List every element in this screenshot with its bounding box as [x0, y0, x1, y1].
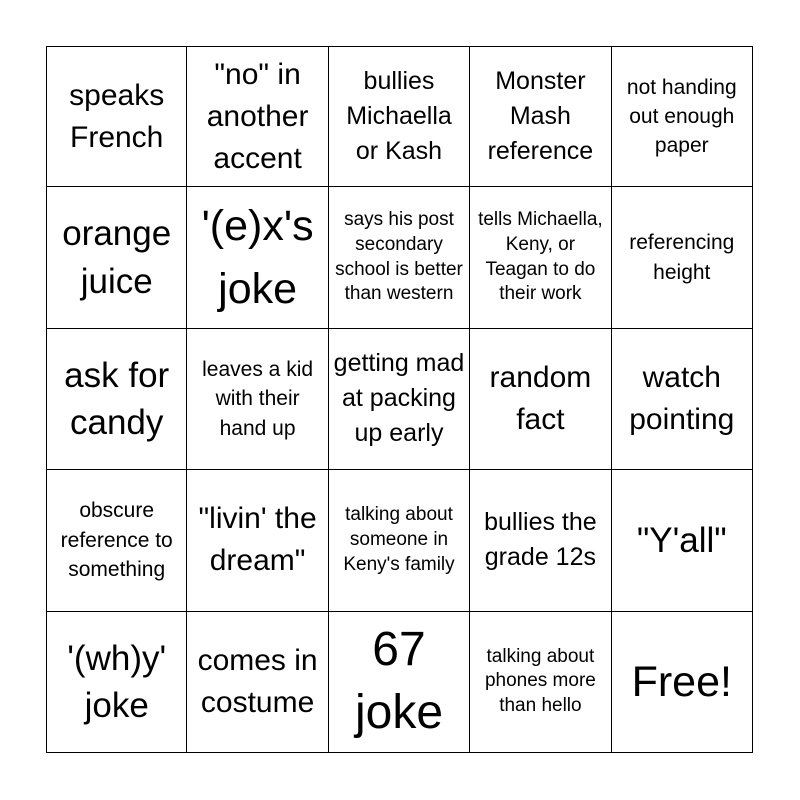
bingo-cell-text: referencing height	[629, 231, 735, 284]
bingo-cell-r3-c4[interactable]	[470, 329, 611, 470]
bingo-cell-r3-c3[interactable]	[329, 329, 470, 470]
bingo-cell-text: '(e)x's joke	[201, 202, 314, 313]
bingo-cell-text: "livin' the dream"	[198, 502, 317, 578]
bingo-cell-r5-c4[interactable]	[470, 612, 611, 753]
bingo-cell-text: '(wh)y' joke	[67, 638, 167, 725]
bingo-cell-r4-c5[interactable]	[612, 470, 753, 611]
bingo-cell-text: says his post secondary school is better than western	[335, 209, 463, 305]
bingo-cell-text: talking about someone in Keny's family	[343, 504, 455, 575]
bingo-cell-r1-c5[interactable]	[612, 46, 753, 187]
bingo-cell-r2-c3[interactable]	[329, 187, 470, 328]
bingo-cell-r4-c1[interactable]	[46, 470, 187, 611]
bingo-board	[46, 46, 753, 753]
bingo-cell-text: bullies the grade 12s	[484, 508, 597, 572]
bingo-cell-text: watch pointing	[629, 360, 735, 436]
bingo-cell-text: random fact	[489, 360, 592, 436]
bingo-cell-text: 67 joke	[354, 623, 444, 739]
bingo-cell-r2-c4[interactable]	[470, 187, 611, 328]
bingo-cell-text: "Y'all"	[636, 520, 727, 560]
bingo-cell-r3-c2[interactable]	[187, 329, 328, 470]
bingo-cell-r4-c3[interactable]	[329, 470, 470, 611]
bingo-cell-r5-c3[interactable]	[329, 612, 470, 753]
bingo-cell-text: ask for candy	[64, 355, 170, 442]
bingo-cell-r4-c2[interactable]	[187, 470, 328, 611]
bingo-cell-r1-c2[interactable]	[187, 46, 328, 187]
bingo-cell-r4-c4[interactable]	[470, 470, 611, 611]
bingo-cell-text: Monster Mash reference	[487, 67, 594, 166]
bingo-cell-r3-c5[interactable]	[612, 329, 753, 470]
free-space[interactable]	[612, 612, 753, 753]
bingo-cell-text: comes in costume	[197, 643, 318, 719]
bingo-cell-text: tells Michaella, Keny, or Teagan to do their work	[478, 209, 603, 305]
bingo-cell-r3-c1[interactable]	[46, 329, 187, 470]
bingo-cell-r5-c1[interactable]	[46, 612, 187, 753]
bingo-cell-text: getting mad at packing up early	[333, 349, 465, 448]
bingo-cell-r5-c2[interactable]	[187, 612, 328, 753]
bingo-cell-r2-c5[interactable]	[612, 187, 753, 328]
free-space-text: Free!	[631, 657, 732, 706]
bingo-cell-r2-c2[interactable]	[187, 187, 328, 328]
bingo-cell-text: not handing out enough paper	[626, 75, 737, 158]
bingo-cell-text: leaves a kid with their hand up	[202, 357, 314, 440]
bingo-cell-text: speaks French	[69, 78, 165, 154]
bingo-cell-text: bullies Michaella or Kash	[346, 67, 452, 166]
bingo-cell-text: "no" in another accent	[206, 57, 309, 175]
bingo-cell-r2-c1[interactable]	[46, 187, 187, 328]
bingo-cell-text: obscure reference to something	[60, 499, 173, 582]
bingo-cell-r1-c1[interactable]	[46, 46, 187, 187]
bingo-cell-r1-c4[interactable]	[470, 46, 611, 187]
bingo-cell-r1-c3[interactable]	[329, 46, 470, 187]
bingo-cell-text: talking about phones more than hello	[484, 645, 596, 717]
bingo-cell-text: orange juice	[62, 214, 172, 301]
